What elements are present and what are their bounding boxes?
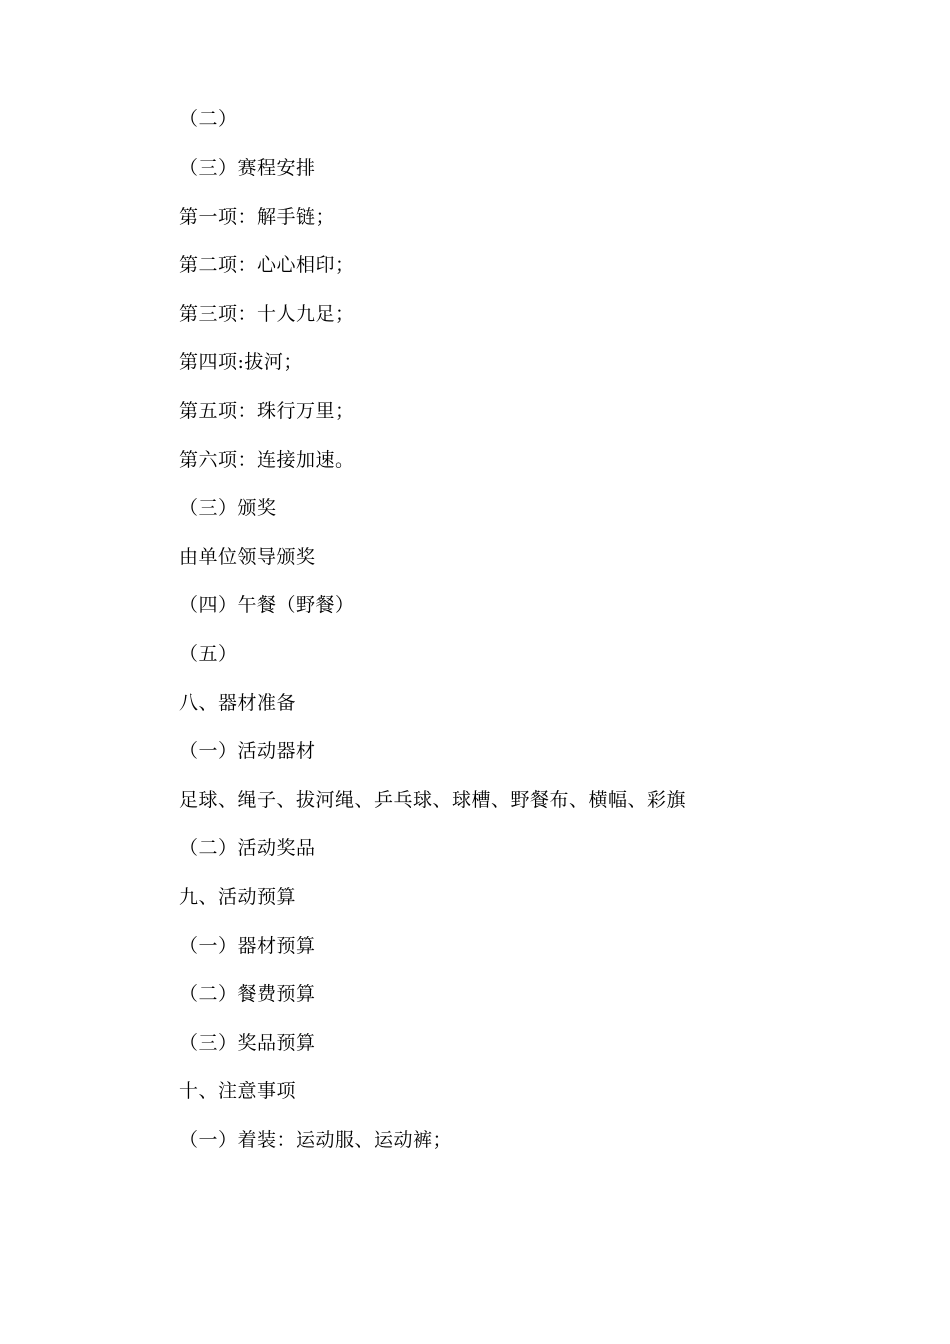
- text-line: 第五项：珠行万里；: [179, 400, 355, 422]
- text-line: （二）活动奖品: [179, 837, 316, 859]
- text-line: 由单位领导颁奖: [179, 546, 316, 568]
- text-line: （三）赛程安排: [179, 157, 316, 179]
- section-heading: 八、器材准备: [179, 692, 297, 714]
- text-line: （一）器材预算: [179, 935, 316, 957]
- text-line: （二）餐费预算: [179, 983, 316, 1005]
- section-heading: 九、活动预算: [179, 886, 297, 908]
- text-line: 第二项：心心相印；: [179, 254, 355, 276]
- text-line: 第六项：连接加速。: [179, 449, 355, 471]
- text-line: （一）活动器材: [179, 740, 316, 762]
- text-line: 第三项：十人九足；: [179, 303, 355, 325]
- section-heading: 十、注意事项: [179, 1080, 297, 1102]
- text-line: （二）: [179, 108, 238, 130]
- text-line: （一）着装：运动服、运动裤；: [179, 1129, 453, 1151]
- text-line: （三）颁奖: [179, 497, 277, 519]
- text-line: （五）: [179, 643, 238, 665]
- text-line: 第四项:拔河；: [179, 351, 303, 373]
- text-line: 第一项：解手链；: [179, 206, 336, 228]
- text-line: （三）奖品预算: [179, 1032, 316, 1054]
- text-line: 足球、绳子、拔河绳、乒乓球、球槽、野餐布、横幅、彩旗: [179, 789, 687, 811]
- text-line: （四）午餐（野餐）: [179, 594, 355, 616]
